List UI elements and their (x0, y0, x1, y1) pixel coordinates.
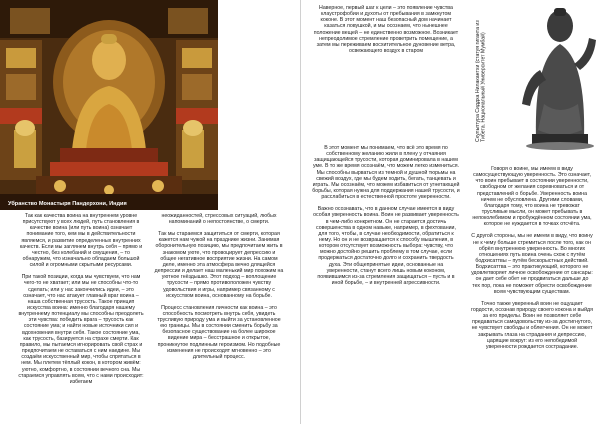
monastery-photo-caption: Убранство Монастыря Пандерхони, Индия (8, 201, 127, 207)
paragraph: Точно также уверенный воин не ощущает гордости, осознав природу своего кокона и выйдя за его пределы. Воин не позволяет себе предаваться самодовольству из-за достигнутого, не чувствует свободы и облегчения. Он не может закрывать глаза на страдания и депрессию, царящие вокруг: из его непобедимой уверенности рождается сострадание. (471, 300, 593, 350)
statue-photo-caption: Скульптура Сиддха Нилакантхи (статуя гиганта из Тибета. Национальный Университет Мумбай) (475, 20, 487, 142)
monastery-photo (0, 0, 218, 210)
paragraph: Так мы стараемся защититься от смерти, которая кажется нам чужой на празднике жизни. Занимая оборонительную позицию, мы предпочитаем жить в знакомом уюте, что провоцирует депрессию и общее негативное восприятие жизни. На самом деле, именно эта атмосфера вечно длящейся депрессии и делает наш маленький мир похожим на уютное гнёздышко. Этот подход – воплощение трусости – прямо противоположен чувству удовольствия и игры, например связанному с искусством воина, основанному на борьбе. (154, 231, 284, 299)
right-page-column-1-top (312, 5, 460, 60)
right-page-column-2 (471, 166, 593, 356)
paragraph: В этот момент мы понимаем, что всё это время по собственному желанию жили в плену у отчаяния защищающейся трусости, которая доминировала в нашем уме. В то же время осознаём, что можем легко измениться. Мы способны вырваться из темной и душной тюрьмы на свежий воздух, где мы будем ходить, бегать, танцевать и играть. Мы осознаём, что можем избавиться от угнетающей борьбы, которая нужна для поддержания нашей трусости, и расслабиться в естественной простоте уверенности. (312, 145, 460, 201)
paragraph: Говоря о воине, мы имеем в виду самосуществующую уверенность. Это означает, что воин пребывает в состоянии уверенности, свободном от желания соревноваться и от представлений о борьбе. Уверенность воина ничем не обусловлена. Другими словами, благодаря тому, что воина не тревожат трусливые мысли, он может пребывать в непоколебимом и пробуждённом состоянии ума, которое не нуждается в точках отсчёта. (472, 166, 592, 228)
paragraph: При такой позиции, когда мы чувствуем, что нам чего-то не хватает; или мы не способны что-то сделать; или у нас закончились идеи, – это означает, что нас атакует главный враг воина – наша собственная трусость. Такое принцип искусства воина: именно благодаря нашему внутреннему потенциалу мы способны преодолеть эти чувства: победить врага – трусость как состояние ума; и найти новые источники сил и вдохновения внутри себя. Такое состояние ума, как трусость, базируется на страхе смерти. Как правило, мы пытаемся игнорировать свой страх и предпочитаем не оставаться с ним наедине. Мы создаём искусственный мир, чтобы спрятаться в нем. Мы плетем тёплый кокон, в котором живём: уютно, комфортно, в состоянии вечного сна. Мы стараемся управлять всем, что с нами происходит: избегаем (18, 274, 144, 385)
paragraph: С другой стороны, мы не имеем в виду, что воину не к чему больше стремиться после того, как он обрёл внутреннюю уверенность. Во многих отношениях путь воина очень схож с путём бодхисаттвы – путём бескорыстных действий. Бодхисаттва – это практикующий, которого не удовлетворяет личное освобождение от сансары: он дает себе обет не продвигаться дальше до тех пор, пока не поможет обрести освобождение всем чувствующим существам. (471, 233, 593, 295)
right-page-column-1 (312, 145, 460, 292)
paragraph: Процесс становления личности как воина – это способность посмотреть внутрь себя, увидеть трусливую природу ума и выйти за установленное ею границы. Мы в состоянии сменить борьбу за безопасное существование на более широкое видение мира – бесстрашное и открытое, проникнутое подлинным героизмом. Но подобные изменения не происходят мгновенно – это длительный процесс. (157, 304, 281, 360)
paragraph: неожиданностей, стрессовых ситуаций, любых напоминаний о непостоянстве, о смерти. (161, 213, 277, 226)
paragraph: Важно осознавать, что в данном случае имеется в виду особая уверенность воина. Воин не развивает уверенность в чем-либо конкретном. Он не старается достичь совершенства в одном навыке, например, в фехтовании, для того, чтобы, в случае необходимости, обратиться к нему. Но он и не возвращается к способу мышления, в котором отсутствует возможность выбора: чувству, что можно достойно решить проблему в том случае, если продержаться достаточно долго и сохранить твердость духа. Эти общепринятые идеи, основанные на уверенности, станут всего лишь новым коконом, появившимся из-за стремления защищаться – пусть и в иной борьбе, – и внутренней агрессивности. (313, 206, 459, 287)
left-page-column-2 (154, 213, 284, 366)
paragraph: Наверное, первый шаг к цели – это появление чувства клаустрофобии и духоты от пребывания в замкнутом коконе. В этот момент наш безопасный дом начинает казаться ловушкой, и мы осознаем, что нынешнее положение вещей – не единственно возможное. Возникает непреодолимое стремление проветрить помещение, а затем мы переживаем восхитительное дуновение ветра, освежающего воздух в старом (313, 5, 459, 55)
page-fold (300, 0, 301, 424)
left-page-column-1 (18, 213, 144, 391)
paragraph: Так как качества воина на внутреннем уровне присутствуют у всех людей, путь становления в качестве воина (или путь воина) означает понимание того, кем мы в действительности являемся, и развитие определенных внутренних качеств. Если мы заглянем внутрь себя – прямо и честно, без колебаний и смущения, – то обнаружим, что изначально обладаем большой силой и огромными скрытыми ресурсами. (19, 213, 143, 269)
buddha-altar-illustration (0, 0, 218, 210)
